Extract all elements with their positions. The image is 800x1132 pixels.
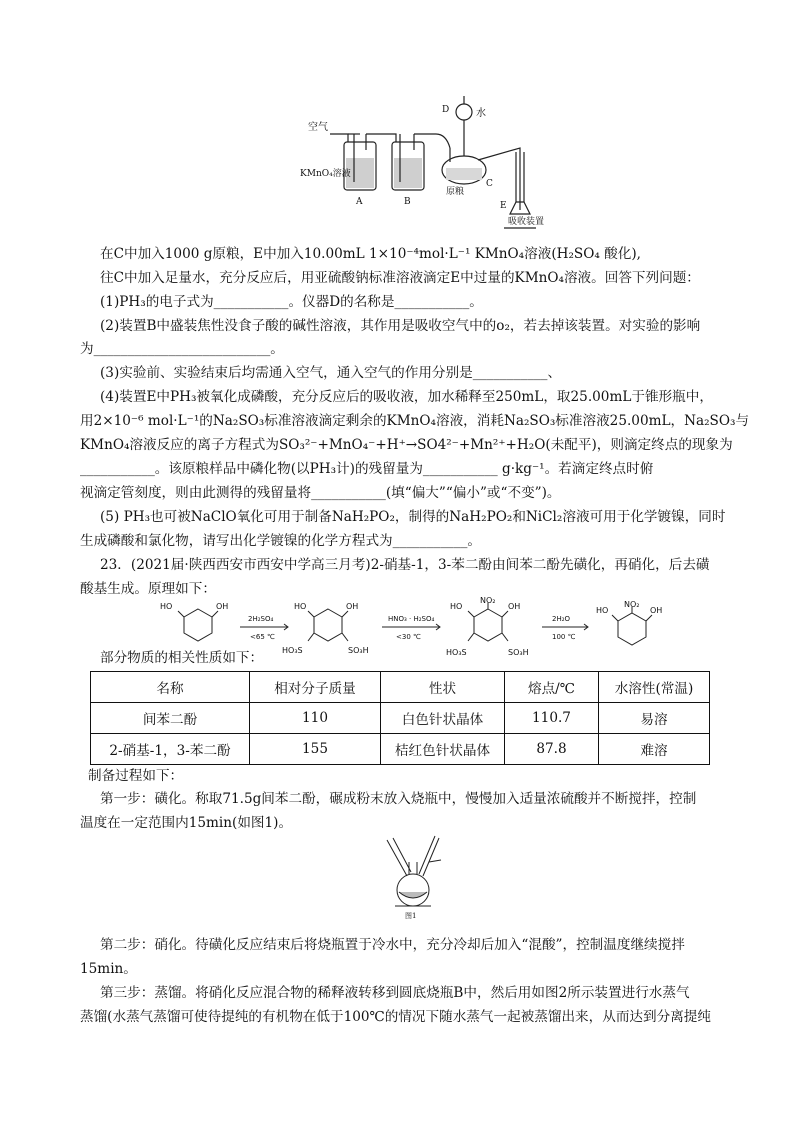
table-cell: 110 [250,703,381,734]
scheme-oh-3: OH [508,602,521,611]
table-header-cell: 性状 [381,672,505,703]
step-3-line-1: 第三步：蒸馏。将硝化反应混合物的稀释液转移到圆底烧瓶B中，然后用如图2所示装置进行水蒸气 [100,985,690,1001]
label-water: 水 [476,108,486,119]
question-1: (1)PH₃的电子式为___________。仪器D的名称是___________。 [100,294,483,310]
question-4-line-5: 视滴定管刻度，则由此测得的残留量将___________(填“偏大”“偏小”或“不变”)。 [80,485,561,501]
table-cell: 桔红色针状晶体 [381,734,505,765]
table-header-cell: 水溶性(常温) [599,672,710,703]
figure-1-flask [375,832,455,922]
table-cell: 87.8 [505,734,599,765]
paragraph-setup-2: 往C中加入足量水，充分反应后，用亚硫酸钠标准溶液滴定E中过量的KMnO₄溶液。回答下列问题： [100,270,700,286]
scheme-arrow3-bottom: 100 ℃ [552,633,576,641]
apparatus-diagram [300,90,590,230]
label-bottle-b: B [404,197,411,207]
label-e: E [500,201,507,211]
scheme-oh-1: OH [216,602,229,611]
question-4-line-3: KMnO₄溶液反应的离子方程式为SO₃²⁻+MnO₄⁻+H⁺→SO4²⁻+Mn²⁺+H₂O(未配平)，则滴定终点的现象为 [80,437,733,453]
scheme-arrow1-top: 2H₂SO₄ [248,615,274,623]
step-2-line-1: 第二步：硝化。待磺化反应结束后将烧瓶置于冷水中，充分冷却后加入“混酸”，控制温度继续搅拌 [100,937,685,953]
table-cell: 2-硝基-1，3-苯二酚 [91,734,250,765]
question-4-line-1: (4)装置E中PH₃被氧化成磷酸，充分反应后的吸收液，加水稀释至250mL，取25.00mL于锥形瓶中， [100,389,713,405]
figure-1-caption: 图1 [405,912,417,920]
question-5-line-2: 生成磷酸和氯化物，请写出化学镀镍的化学方程式为___________。 [80,533,482,549]
question-4-line-4: ___________。该原粮样品中磷化物(以PH₃计)的残留量为___________ g·kg⁻¹。若滴定终点时俯 [80,461,654,477]
table-row [91,734,710,765]
scheme-no2-3: NO₂ [480,596,496,605]
scheme-so3h-2: SO₃H [348,646,369,655]
step-1-line-1: 第一步：磺化。称取71.5g间苯二酚，碾成粉末放入烧瓶中，慢慢加入适量浓硫酸并不断搅拌，控制 [100,791,697,807]
question-2-line-1: (2)装置B中盛装焦性没食子酸的碱性溶液，其作用是吸收空气中的o₂，若去掉该装置。对实验的影响 [100,318,701,334]
question-23-line-2: 酸基生成。原理如下： [80,581,216,597]
properties-intro: 部分物质的相关性质如下： [100,650,264,666]
table-cell: 110.7 [505,703,599,734]
table-header-row [91,672,710,703]
label-air: 空气 [308,122,328,133]
scheme-ho3s-2: HO₃S [282,646,303,655]
paragraph-setup-1: 在C中加入1000 g原粮，E中加入10.00mL 1×10⁻⁴mol·L⁻¹ KMnO₄溶液(H₂SO₄ 酸化), [100,246,641,262]
scheme-so3h-3: SO₃H [508,648,529,657]
scheme-arrow1-bottom: <65 ℃ [250,633,275,641]
label-kmno4: KMnO₄溶液 [300,169,351,179]
question-2-line-2: 为__________________________。 [80,341,284,357]
step-1-line-2: 温度在一定范围内15min(如图1)。 [80,815,293,831]
step-2-line-2: 15min。 [80,961,137,977]
label-absorb: 吸收装置 [508,217,545,227]
scheme-no2-4: NO₂ [624,600,640,609]
table-cell: 白色针状晶体 [381,703,505,734]
table-header-cell: 名称 [91,672,250,703]
question-3: (3)实验前、实验结束后均需通入空气，通入空气的作用分别是___________、 [100,365,562,381]
preparation-intro: 制备过程如下： [88,768,184,784]
properties-table [90,671,710,765]
label-grain: 原粮 [446,187,465,197]
label-bottle-a: A [356,197,363,207]
step-3-line-2: 蒸馏(水蒸气蒸馏可使待提纯的有机物在低于100℃的情况下随水蒸气一起被蒸馏出来，从而达到分离提纯 [80,1009,711,1025]
table-header-cell: 相对分子质量 [250,672,381,703]
table-cell: 155 [250,734,381,765]
scheme-oh-4: OH [650,606,663,615]
scheme-oh-2: OH [346,602,359,611]
table-cell: 易溶 [599,703,710,734]
scheme-arrow2-bottom: <30 ℃ [396,633,421,641]
table-row [91,703,710,734]
table-cell: 间苯二酚 [91,703,250,734]
scheme-ho-2: HO [294,602,307,611]
question-4-line-2: 用2×10⁻⁶ mol·L⁻¹的Na₂SO₃标准溶液滴定剩余的KMnO₄溶液，消耗Na₂SO₃标准溶液25.00mL，Na₂SO₃与 [80,413,750,429]
scheme-ho-1: HO [160,602,173,611]
question-23-line-1: 23．(2021届·陕西西安市西安中学高三月考)2-硝基-1，3-苯二酚由间苯二酚先磺化，再硝化，后去磺 [100,557,710,573]
scheme-ho-3: HO [450,602,463,611]
label-funnel-d: D [442,105,450,115]
scheme-arrow3-top: 2H₂O [552,615,571,623]
scheme-ho-4: HO [596,606,609,615]
question-5-line-1: (5) PH₃也可被NaClO氧化可用于制备NaH₂PO₂，制得的NaH₂PO₂和NiCl₂溶液可用于化学镀镍，同时 [100,509,726,525]
scheme-ho3s-3: HO₃S [446,648,467,657]
table-cell: 难溶 [599,734,710,765]
scheme-arrow2-top: HNO₃ · H₂SO₄ [388,615,435,623]
table-header-cell: 熔点/℃ [505,672,599,703]
label-flask-c: C [486,179,493,189]
